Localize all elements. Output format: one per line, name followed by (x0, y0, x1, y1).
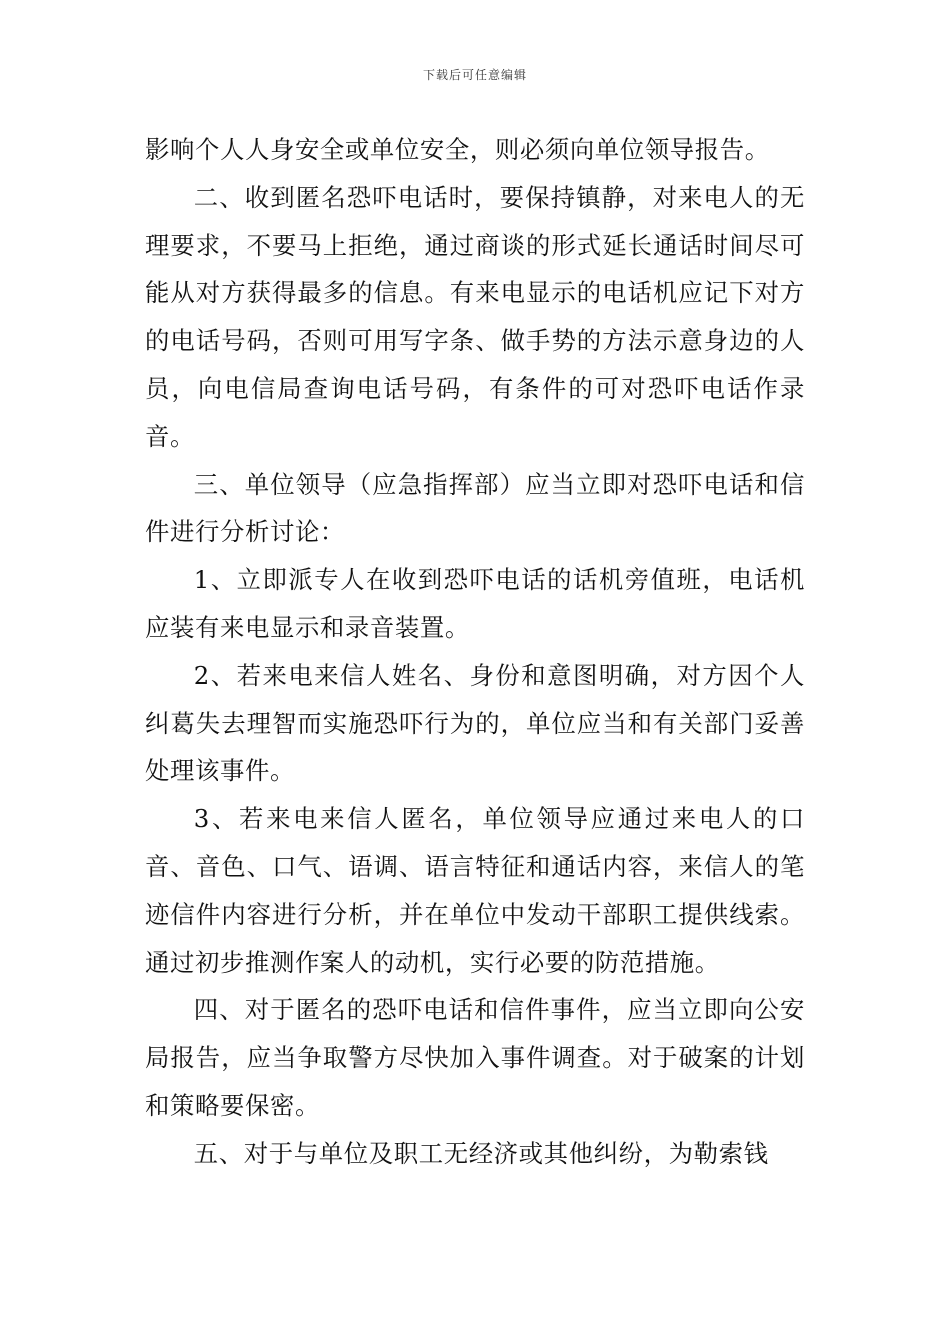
paragraph-continuation: 影响个人人身安全或单位安全，则必须向单位领导报告。 (145, 135, 770, 164)
paragraph-section-4: 四、对于匿名的恐吓电话和信件事件，应当立即向公安局报告，应当争取警方尽快加入事件调查。对于破案的计划和策略要保密。 (145, 995, 805, 1120)
header-note: 下载后可任意编辑 (422, 68, 527, 82)
document-body (145, 126, 805, 1178)
paragraph-section-2: 二、收到匿名恐吓电话时，要保持镇静，对来电人的无理要求，不要马上拒绝，通过商谈的形式延长通话时间尽可能从对方获得最多的信息。有来电显示的电话机应记下对方的电话号码，否则可用写字条、做手势的方法示意身边的人员，向电信局查询电话号码，有条件的可对恐吓电话作录音。 (145, 182, 805, 451)
paragraph-item-2: 2、若来电来信人姓名、身份和意图明确，对方因个人纠葛失去理智而实施恐吓行为的，单位应当和有关部门妥善处理该事件。 (145, 660, 805, 786)
paragraph-item-1: 1、立即派专人在收到恐吓电话的话机旁值班，电话机应装有来电显示和录音装置。 (145, 565, 805, 642)
paragraph-item-3: 3、若来电来信人匿名，单位领导应通过来电人的口音、音色、口气、语调、语言特征和通话内容，来信人的笔迹信件内容进行分析，并在单位中发动干部职工提供线索。通过初步推测作案人的动机，实行必要的防范措施。 (145, 804, 805, 977)
paragraph-section-3: 三、单位领导（应急指挥部）应当立即对恐吓电话和信件进行分析讨论： (145, 469, 805, 547)
paragraph-section-5: 五、对于与单位及职工无经济或其他纠纷，为勒索钱 (193, 1138, 769, 1168)
